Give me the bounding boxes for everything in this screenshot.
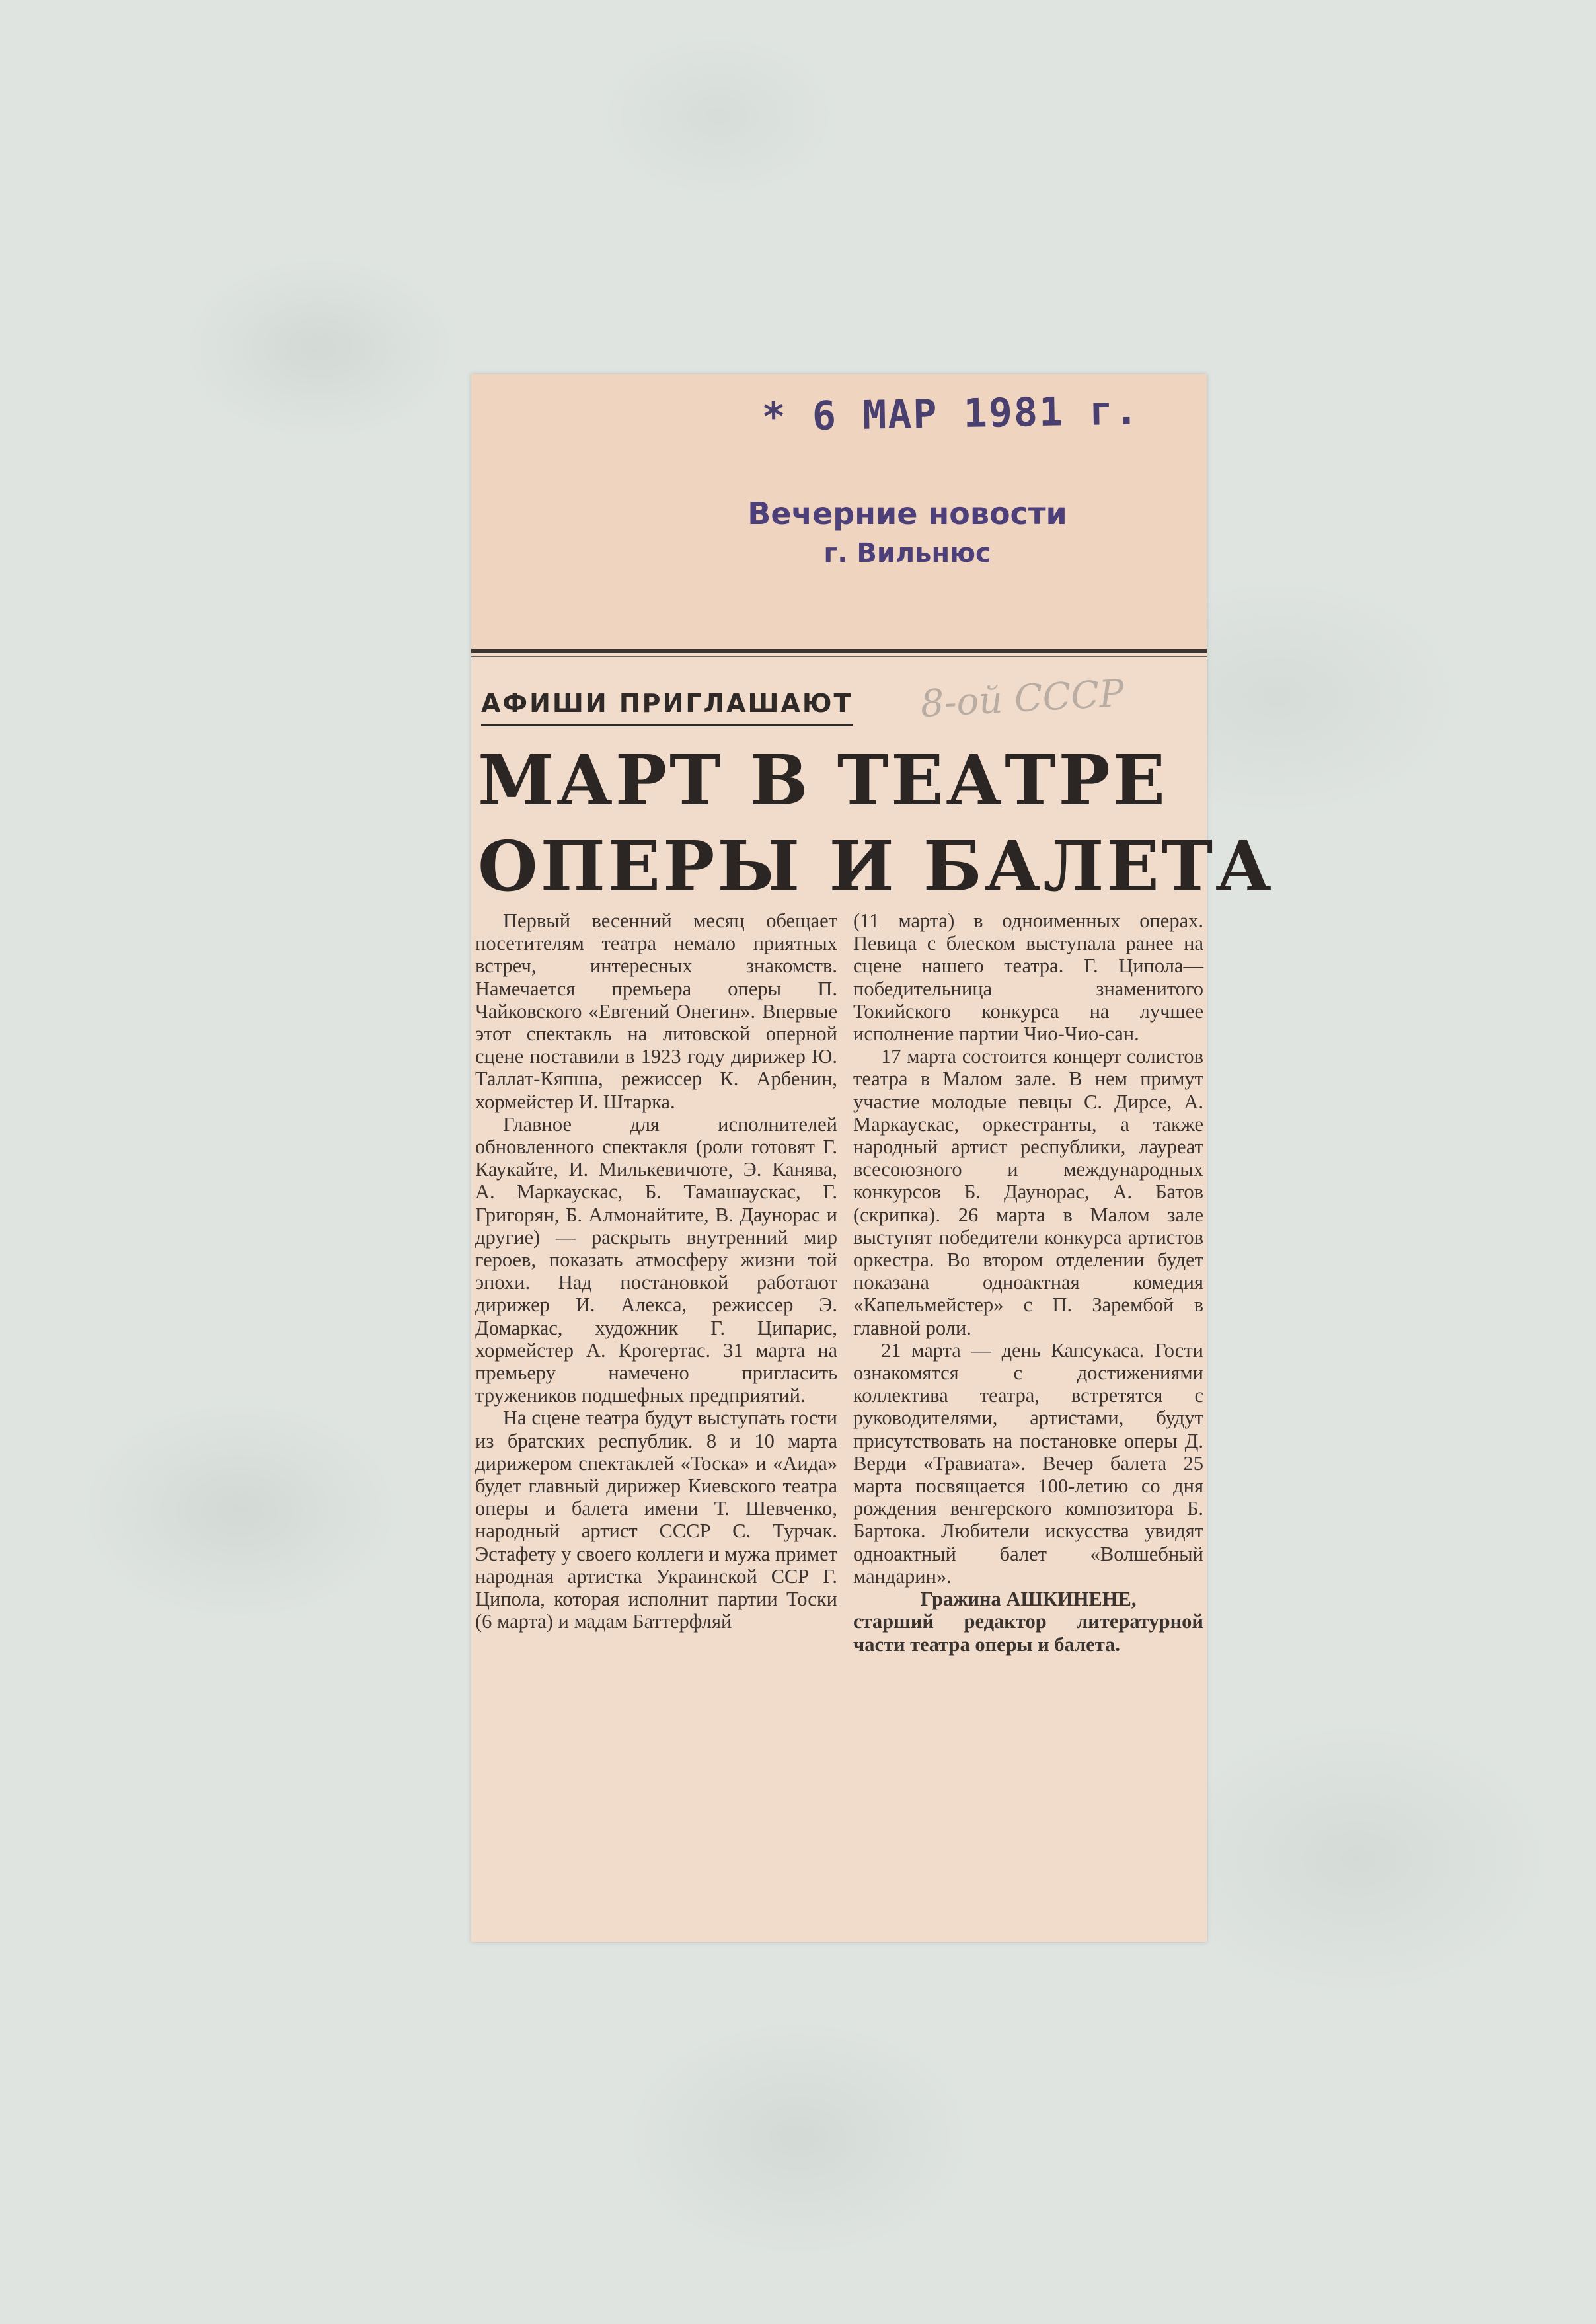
author-name: Гражина АШКИНЕНЕ, [920,1588,1137,1611]
article-column-left [475,910,837,1633]
divider-rule-thin [471,656,1207,657]
date-stamp: * 6 МАР 1981 г. [761,387,1141,441]
paragraph: 21 марта — день Капсукаса. Гости ознакомятся с достижениями коллектива театра, встретятся с руководителями, артистами, будут присутствовать на постановке оперы Д. Верди «Травиата». Вечер балета 25 марта посвящается 100-летию со дня рождения венгерского композитора Б. Бартока. Любители искусства увидят одноактный балет «Волшебный мандарин». [853,1338,1203,1588]
byline [853,1588,1203,1656]
stamp-area [471,374,1207,652]
paragraph: 17 марта состоится концерт солистов театра в Малом зале. В нем примут участие молодые певцы С. Дирсе, А. Маркаускас, оркестранты, а также народный артист республики, лауреат всесоюзного и международных конкурсов Б. Даунорас, А. Батов (скрипка). 26 марта в Малом зале выступят победители конкурса артистов оркестра. Во втором отделении будет показана одноактная комедия «Капельмейстер» с П. Зарембой в главной роли. [853,1045,1203,1339]
paragraph: На сцене театра будут выступать гости из братских республик. 8 и 10 марта дирижером спектаклей «Тоска» и «Аида» будет главный дирижер Киевского театра оперы и балета имени Т. Шевченко, народный артист СССР С. Турчак. Эстафету у своего коллеги и мужа примет народная артистка Украинской ССР Г. Ципола, которая исполнит партии Тоски (6 марта) и мадам Баттерфляй [475,1407,837,1633]
headline-line-1: МАРТ В ТЕАТРЕ [478,740,1168,821]
newspaper-name: Вечерние новости [747,496,1067,531]
headline-line-2: ОПЕРЫ И БАЛЕТА [478,826,1274,907]
paragraph: Главное для исполнителей обновленного спектакля (роли готовят Г. Каукайте, И. Милькевичюте, Э. Канява, А. Маркаускас, Б. Тамашаускас, Г. Григорян, Б. Алмонайтите, В. Даунорас и другие) — раскрыть внутренний мир героев, показать атмосферу жизни той эпохи. Над постановкой работают дирижер И. Алекса, режиссер Э. Домаркас, художник Г. Ципарис, хормейстер А. Крогертас. 31 марта на премьеру намечено пригласить тружеников подшефных предприятий. [475,1112,837,1407]
handwritten-note: 8-ой СССР [919,672,1125,726]
rubric: АФИШИ ПРИГЛАШАЮТ [481,689,853,726]
newspaper-stamp [736,493,1079,579]
paragraph: (11 марта) в одноименных операх. Певица с блеском выступала ранее на сцене нашего театра. Г. Ципола—победительница знаменитого Токийского конкурса на лучшее исполнение партии Чио-Чио-сан. [853,910,1203,1046]
newspaper-city: г. Вильнюс [823,538,991,568]
author-role: старший редактор литературной части театра оперы и балета. [853,1610,1203,1656]
headline [478,738,1274,910]
paragraph: Первый весенний месяц обещает посетителям театра немало приятных встреч, интересных знакомств. Намечается премьера оперы П. Чайковского «Евгений Онегин». Впервые этот спектакль на литовской оперной сцене поставили в 1923 году дирижер Ю. Таллат-Кяпша, режиссер К. Арбенин, хормейстер И. Штарка. [475,910,837,1113]
newspaper-clipping [471,374,1274,1942]
article-column-right [853,910,1203,1656]
divider-rule [471,649,1207,653]
